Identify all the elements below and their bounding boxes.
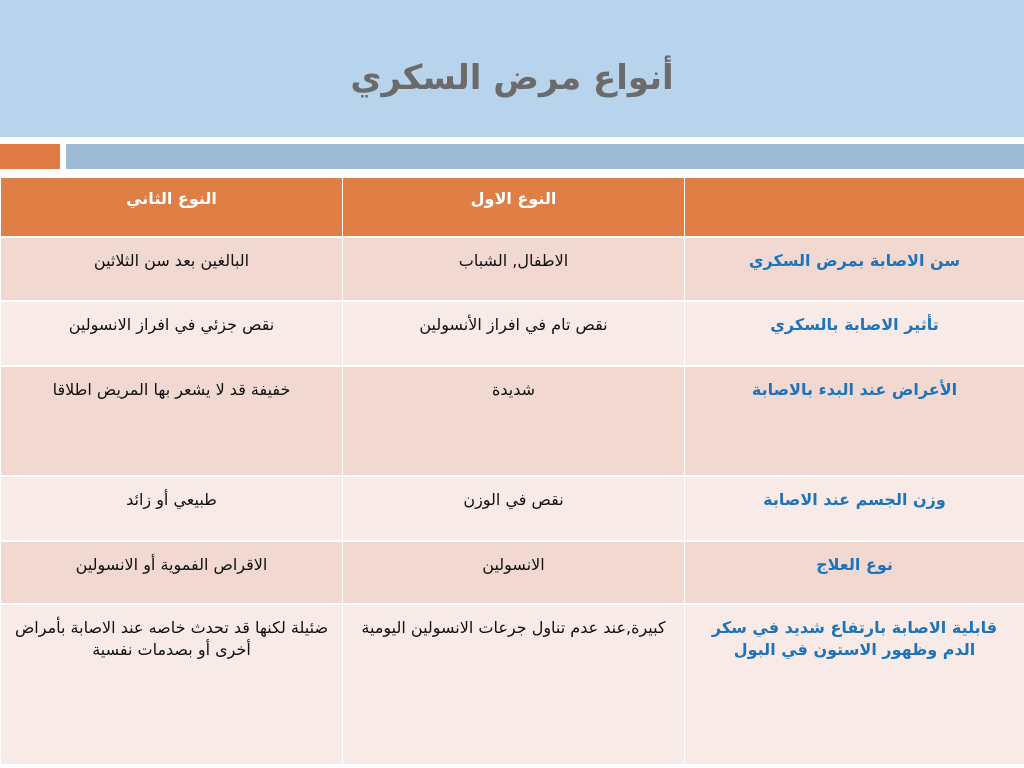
cell-type2: البالغين بعد سن الثلاثين	[1, 237, 343, 301]
cell-type1: نقص تام في افراز الأنسولين	[343, 301, 685, 366]
row-label: سن الاصابة بمرض السكري	[685, 237, 1024, 301]
row-label: تأثير الاصابة بالسكري	[685, 301, 1024, 366]
cell-type1: كبيرة,عند عدم تناول جرعات الانسولين اليومية	[343, 604, 685, 764]
table-header-row	[1, 178, 1024, 237]
header-type1: النوع الاول	[343, 178, 685, 237]
row-label: الأعراض عند البدء بالاصابة	[685, 366, 1024, 476]
cell-type2: الاقراص الفموية أو الانسولين	[1, 541, 343, 604]
cell-type2: ضئيلة لكنها قد تحدث خاصه عند الاصابة بأمراض أخرى أو بصدمات نفسية	[1, 604, 343, 764]
cell-type2: نقص جزئي في افراز الانسولين	[1, 301, 343, 366]
row-label: قابلية الاصابة بارتفاع شديد في سكر الدم وظهور الاستون في البول	[685, 604, 1024, 764]
table-row	[1, 476, 1024, 541]
table-row	[1, 366, 1024, 476]
cell-type1: الانسولين	[343, 541, 685, 604]
accent-bar-orange	[0, 144, 60, 169]
separator-line	[0, 137, 1024, 144]
header-empty	[685, 178, 1024, 237]
table-row	[1, 301, 1024, 366]
row-label: وزن الجسم عند الاصابة	[685, 476, 1024, 541]
cell-type2: طبيعي أو زائد	[1, 476, 343, 541]
header-type2: النوع الثاني	[1, 178, 343, 237]
comparison-table	[0, 178, 1024, 765]
cell-type1: نقص في الوزن	[343, 476, 685, 541]
table-row	[1, 541, 1024, 604]
cell-type1: الاطفال, الشباب	[343, 237, 685, 301]
table-row	[1, 237, 1024, 301]
slide-title: أنواع مرض السكري	[350, 58, 674, 98]
cell-type1: شديدة	[343, 366, 685, 476]
table-row	[1, 604, 1024, 764]
accent-bar-blue	[66, 144, 1024, 169]
row-label: نوع العلاج	[685, 541, 1024, 604]
cell-type2: خفيفة قد لا يشعر بها المريض اطلاقا	[1, 366, 343, 476]
